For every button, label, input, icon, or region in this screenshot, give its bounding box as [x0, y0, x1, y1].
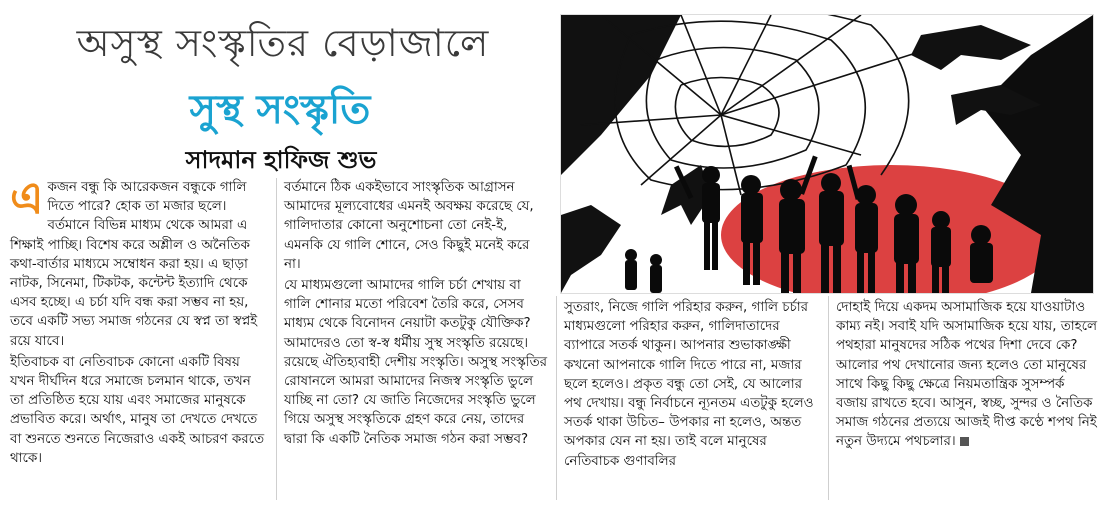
article-illustration [560, 14, 1094, 294]
paragraph: যে মাধ্যমগুলো আমাদের গালি চর্চা শেখায় বা গালি শোনার মতো পরিবেশ তৈরি করে, সেসব মাধ্যম থেকে বিনোদন নেয়াটা কতটুকু যৌক্তিক? আমাদেরও তো স্ব-স্ব ধর্মীয় সুস্থ সংস্কৃতি রয়েছে। রয়েছে ঐতিহ্যবাহী দেশীয় সংস্কৃতি। অসুস্থ সংস্কৃতির রোষানলে আমরা আমাদের নিজস্ব সংস্কৃতি ভুলে যাচ্ছি না তো? যে জাতি নিজেদের সংস্কৃতি ভুলে গিয়ে অসুস্থ সংস্কৃতিকে গ্রহণ করে নেয়, তাদের দ্বারা কি একটি নৈতিক সমাজ গঠন করা সম্ভব? [284, 278, 548, 447]
column-divider [556, 296, 557, 500]
paragraph: ইতিবাচক বা নেতিবাচক কোনো একটি বিষয় যখন দীর্ঘদিন ধরে সমাজে চলমান থাকে, তখন তা প্রতিষ্ঠিত হয়ে যায় এবং সমাজের মানুষকে প্রভাবিত করে। অর্থাৎ, মানুষ তা দেখতে দেখতে বা শুনতে শুনতে নিজেরাও একই আচরণ করতে থাকে। [10, 354, 265, 466]
dropcap: এ [10, 173, 44, 224]
article-column-1 [10, 173, 268, 470]
paragraph: সুতরাং, নিজে গালি পরিহার করুন, গালি চর্চার মাধ্যমগুলো পরিহার করুন, গালিদাতাদের ব্যাপারে সতর্ক থাকুন। আপনার শুভাকাঙ্ক্ষী কখনো আপনাকে গালি দিতে পারে না, মজার ছলে হলেও। প্রকৃত বন্ধু তো সেই, যে আলোর পথ দেখায়। বন্ধু নির্বাচনে ন্যূনতম এতটুকু হলেও সতর্ক থাকা উচিত– উপকার না হলেও, অন্তত অপকার যেন না হয়। তাই বলে মানুষের নেতিবাচক গুণাবলির [564, 300, 814, 469]
paragraph [836, 298, 1098, 452]
paragraph: কজন বন্ধু কি আরেকজন বন্ধুকে গালি দিতে পারে? হোক তা মজার ছলে। বর্তমানে বিভিন্ন মাধ্যম থেকে আমরা এ শিক্ষাই পাচ্ছি। বিশেষ করে অশ্লীল ও অনৈতিক কথা-বার্তার মাধ্যমে সম্বোধন করা হয়। এ ছাড়া নাটক, সিনেমা, টিকটক, কন্টেন্ট ইত্যাদি থেকে এসব হচ্ছে। এ চর্চা যদি বন্ধ করা সম্ভব না হয়, তবে একটি সভ্য সমাজ গঠনের যে স্বপ্ন তা স্বপ্নই রয়ে যাবে। [10, 180, 258, 349]
paragraph-text: দোহাই দিয়ে একদম অসামাজিক হয়ে যাওয়াটাও কাম্য নই। সবাই যদি অসামাজিক হয়ে যায়, তাহলে পথহারা মানুষদের সঠিক পথের দিশা দেবে কে? আলোর পথ দেখানোর জন্য হলেও তো মানুষের সাথে কিছু কিছু ক্ষেত্রে নিয়মতান্ত্রিক সুসম্পর্ক বজায় রাখতে হবে। আসুন, স্বচ্ছ, সুন্দর ও নৈতিক সমাজ গঠনের প্রত্যয়ে আজই দীপ্ত কণ্ঠে শপথ নিই নতুন উদ্যমে পথচলার। [836, 300, 1098, 450]
article-column-4 [836, 298, 1098, 454]
column-divider [276, 178, 277, 500]
spider-web-silhouette-image [561, 15, 1093, 293]
headline: অসুস্থ সংস্কৃতির বেড়াজালে [76, 21, 490, 65]
article-column-2 [284, 178, 550, 451]
article-column-3 [564, 298, 822, 473]
end-mark-icon [960, 437, 969, 446]
subheadline: সুস্থ সংস্কৃতি [189, 87, 371, 133]
column-divider [828, 296, 829, 500]
byline: সাদমান হাফিজ শুভ [185, 146, 377, 174]
paragraph: বর্তমানে ঠিক একইভাবে সাংস্কৃতিক আগ্রাসন আমাদের মূল্যবোধের এমনই অবক্ষয় করেছে যে, গালিদাতার কোনো অনুশোচনা তো নেই-ই, এমনকি যে গালি শোনে, সেও কিছুই মনেই করে না। [284, 180, 534, 272]
